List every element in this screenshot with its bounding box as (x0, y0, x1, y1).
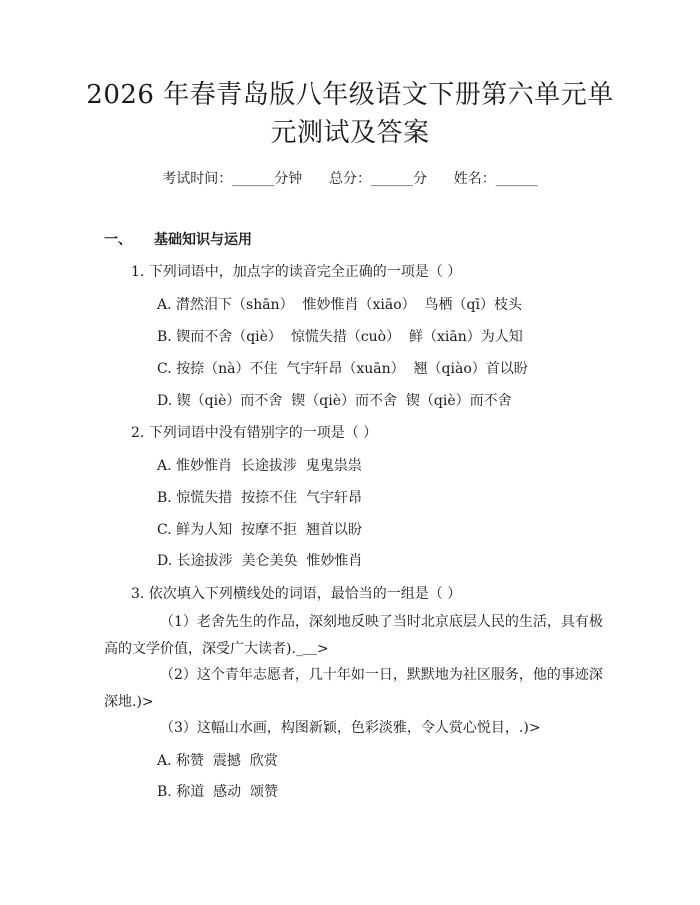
title-line-2: 元测试及答案 (270, 118, 430, 148)
section-label: 基础知识与运用 (154, 232, 252, 248)
exam-name: 姓名：______ (453, 171, 538, 187)
question-1-stem: 1. 下列词语中，加点字的读音完全正确的一项是（ ） (131, 264, 462, 280)
exam-time: 考试时间：______分钟 (162, 171, 303, 187)
section-number: 一、 (104, 232, 132, 248)
question-3-option-a: A. 称赞 震撼 欣赏 (157, 753, 278, 769)
question-3-sentence-2: （2）这个青年志愿者，几十年如一日，默默地为社区服务，他的事迹深深地.)> (104, 667, 603, 710)
question-1-option-a: A. 潸然泪下（shān） 惟妙惟肖（xiāo） 鸟栖（qī）枝头 (157, 297, 522, 313)
question-2-option-a: A. 惟妙惟肖 长途拔涉 鬼鬼祟祟 (157, 458, 362, 474)
question-3-option-b: B. 称道 感动 颂赞 (157, 784, 278, 800)
question-2-option-c: C. 鲜为人知 按摩不拒 翘首以盼 (157, 522, 362, 538)
page-title (60, 76, 640, 152)
question-1-option-c: C. 按捺（nà）不住 气宇轩昂（xuān） 翘（qiào）首以盼 (157, 361, 528, 377)
question-2-stem: 2. 下列词语中没有错别字的一项是（ ） (131, 425, 378, 441)
question-3-sentence-3: （3）这幅山水画，构图新颖，色彩淡雅，令人赏心悦目，.)> (160, 720, 541, 736)
section-heading (104, 229, 252, 249)
question-2-option-d: D. 长途拔涉 美仑美奂 惟妙惟肖 (157, 553, 363, 569)
question-1-option-b: B. 锲而不舍（qiè） 惊慌失措（cuò） 鲜（xiān）为人知 (157, 329, 523, 345)
exam-score: 总分：______分 (329, 171, 427, 187)
title-line-1: 2026 年春青岛版八年级语文下册第六单元单 (86, 80, 614, 110)
exam-meta (0, 168, 700, 188)
question-1-option-d: D. 锲（qiè）而不舍 锲（qiè）而不舍 锲（qiè）而不舍 (157, 393, 512, 409)
question-3-sentence-1: （1）老舍先生的作品，深刻地反映了当时北京底层人民的生活，具有极高的文学价值，深受广大读者)._＿> (104, 614, 603, 657)
question-3-stem: 3. 依次填入下列横线处的词语，最恰当的一组是（ ） (131, 586, 462, 602)
question-2-option-b: B. 惊慌失措 按捺不住 气宇轩昂 (157, 490, 362, 506)
